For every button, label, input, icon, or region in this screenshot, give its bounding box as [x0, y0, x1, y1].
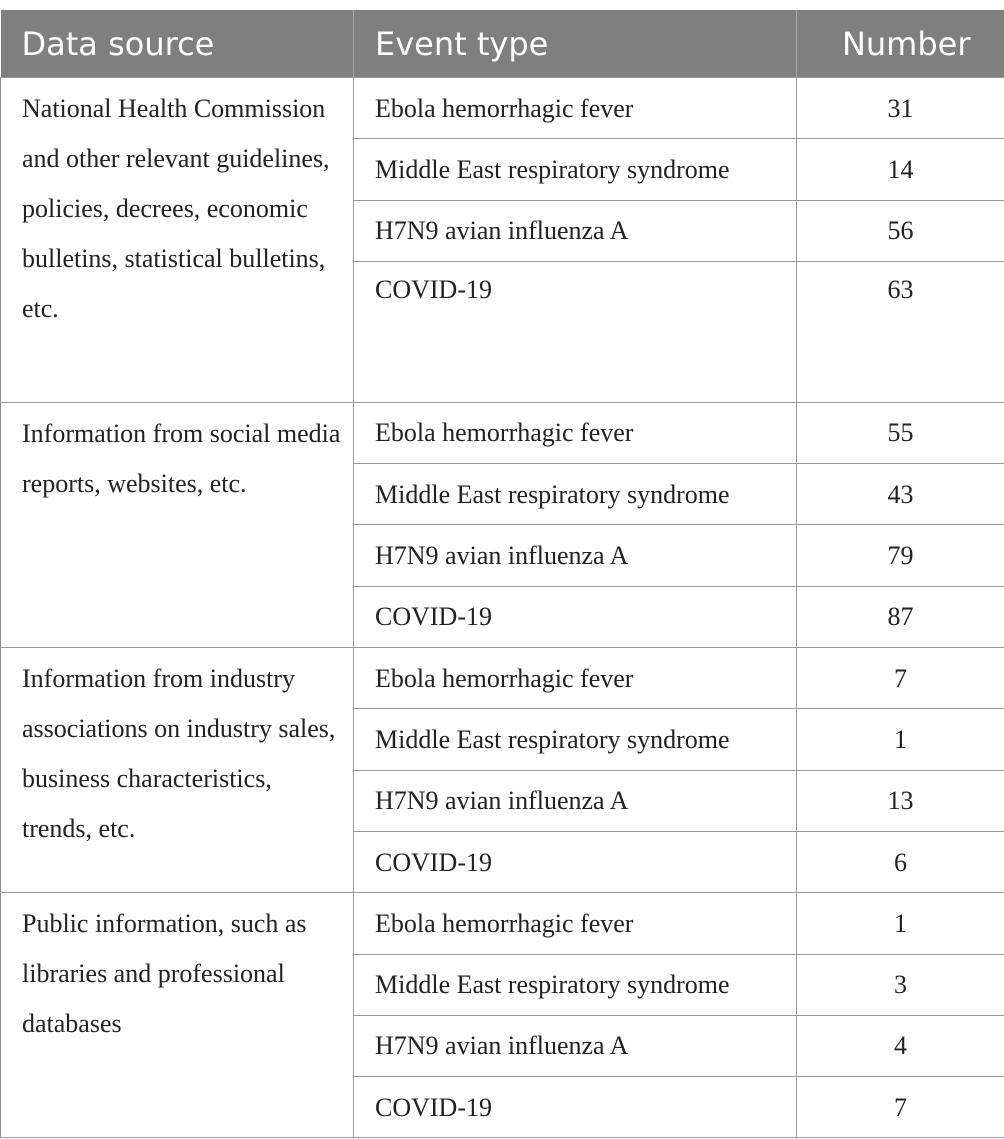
event-type-cell: Middle East respiratory syndrome	[354, 709, 797, 770]
number-cell: 31	[797, 78, 1004, 139]
number-cell: 63	[797, 261, 1004, 402]
event-type-cell: Middle East respiratory syndrome	[354, 954, 797, 1015]
number-cell: 6	[797, 831, 1004, 892]
event-type-cell: Ebola hemorrhagic fever	[354, 78, 797, 139]
number-cell: 87	[797, 586, 1004, 647]
event-type-cell: Ebola hemorrhagic fever	[354, 402, 797, 463]
event-type-cell: Middle East respiratory syndrome	[354, 139, 797, 200]
data-source-cell: Information from industry associations on industry sales, business characteristics, trends, etc.	[1, 648, 354, 893]
event-type-cell: H7N9 avian influenza A	[354, 770, 797, 831]
number-cell: 7	[797, 648, 1004, 709]
table-row	[1, 893, 1004, 954]
header-row	[1, 5, 1004, 78]
table-body	[1, 78, 1004, 1138]
number-cell: 55	[797, 402, 1004, 463]
number-cell: 14	[797, 139, 1004, 200]
table-row	[1, 648, 1004, 709]
event-type-cell: H7N9 avian influenza A	[354, 1015, 797, 1076]
number-cell: 4	[797, 1015, 1004, 1076]
event-type-cell: COVID-19	[354, 831, 797, 892]
table-row	[1, 78, 1004, 139]
number-cell: 79	[797, 525, 1004, 586]
event-type-cell: COVID-19	[354, 261, 797, 402]
number-cell: 43	[797, 464, 1004, 525]
event-type-cell: Middle East respiratory syndrome	[354, 464, 797, 525]
event-type-cell: COVID-19	[354, 586, 797, 647]
event-type-cell: H7N9 avian influenza A	[354, 200, 797, 261]
number-cell: 13	[797, 770, 1004, 831]
event-type-cell: H7N9 avian influenza A	[354, 525, 797, 586]
number-cell: 56	[797, 200, 1004, 261]
event-type-cell: Ebola hemorrhagic fever	[354, 893, 797, 954]
data-source-cell: Public information, such as libraries and professional databases	[1, 893, 354, 1138]
event-type-cell: Ebola hemorrhagic fever	[354, 648, 797, 709]
data-source-cell: National Health Commission and other relevant guidelines, policies, decrees, economic bulletins, statistical bulletins, etc.	[1, 78, 354, 403]
table-row	[1, 402, 1004, 463]
header-data-source: Data source	[1, 5, 354, 78]
number-cell: 3	[797, 954, 1004, 1015]
number-cell: 1	[797, 893, 1004, 954]
header-event-type: Event type	[354, 5, 797, 78]
event-type-cell: COVID-19	[354, 1077, 797, 1138]
number-cell: 1	[797, 709, 1004, 770]
data-source-cell: Information from social media reports, websites, etc.	[1, 402, 354, 647]
header-number: Number	[797, 5, 1004, 78]
number-cell: 7	[797, 1077, 1004, 1138]
